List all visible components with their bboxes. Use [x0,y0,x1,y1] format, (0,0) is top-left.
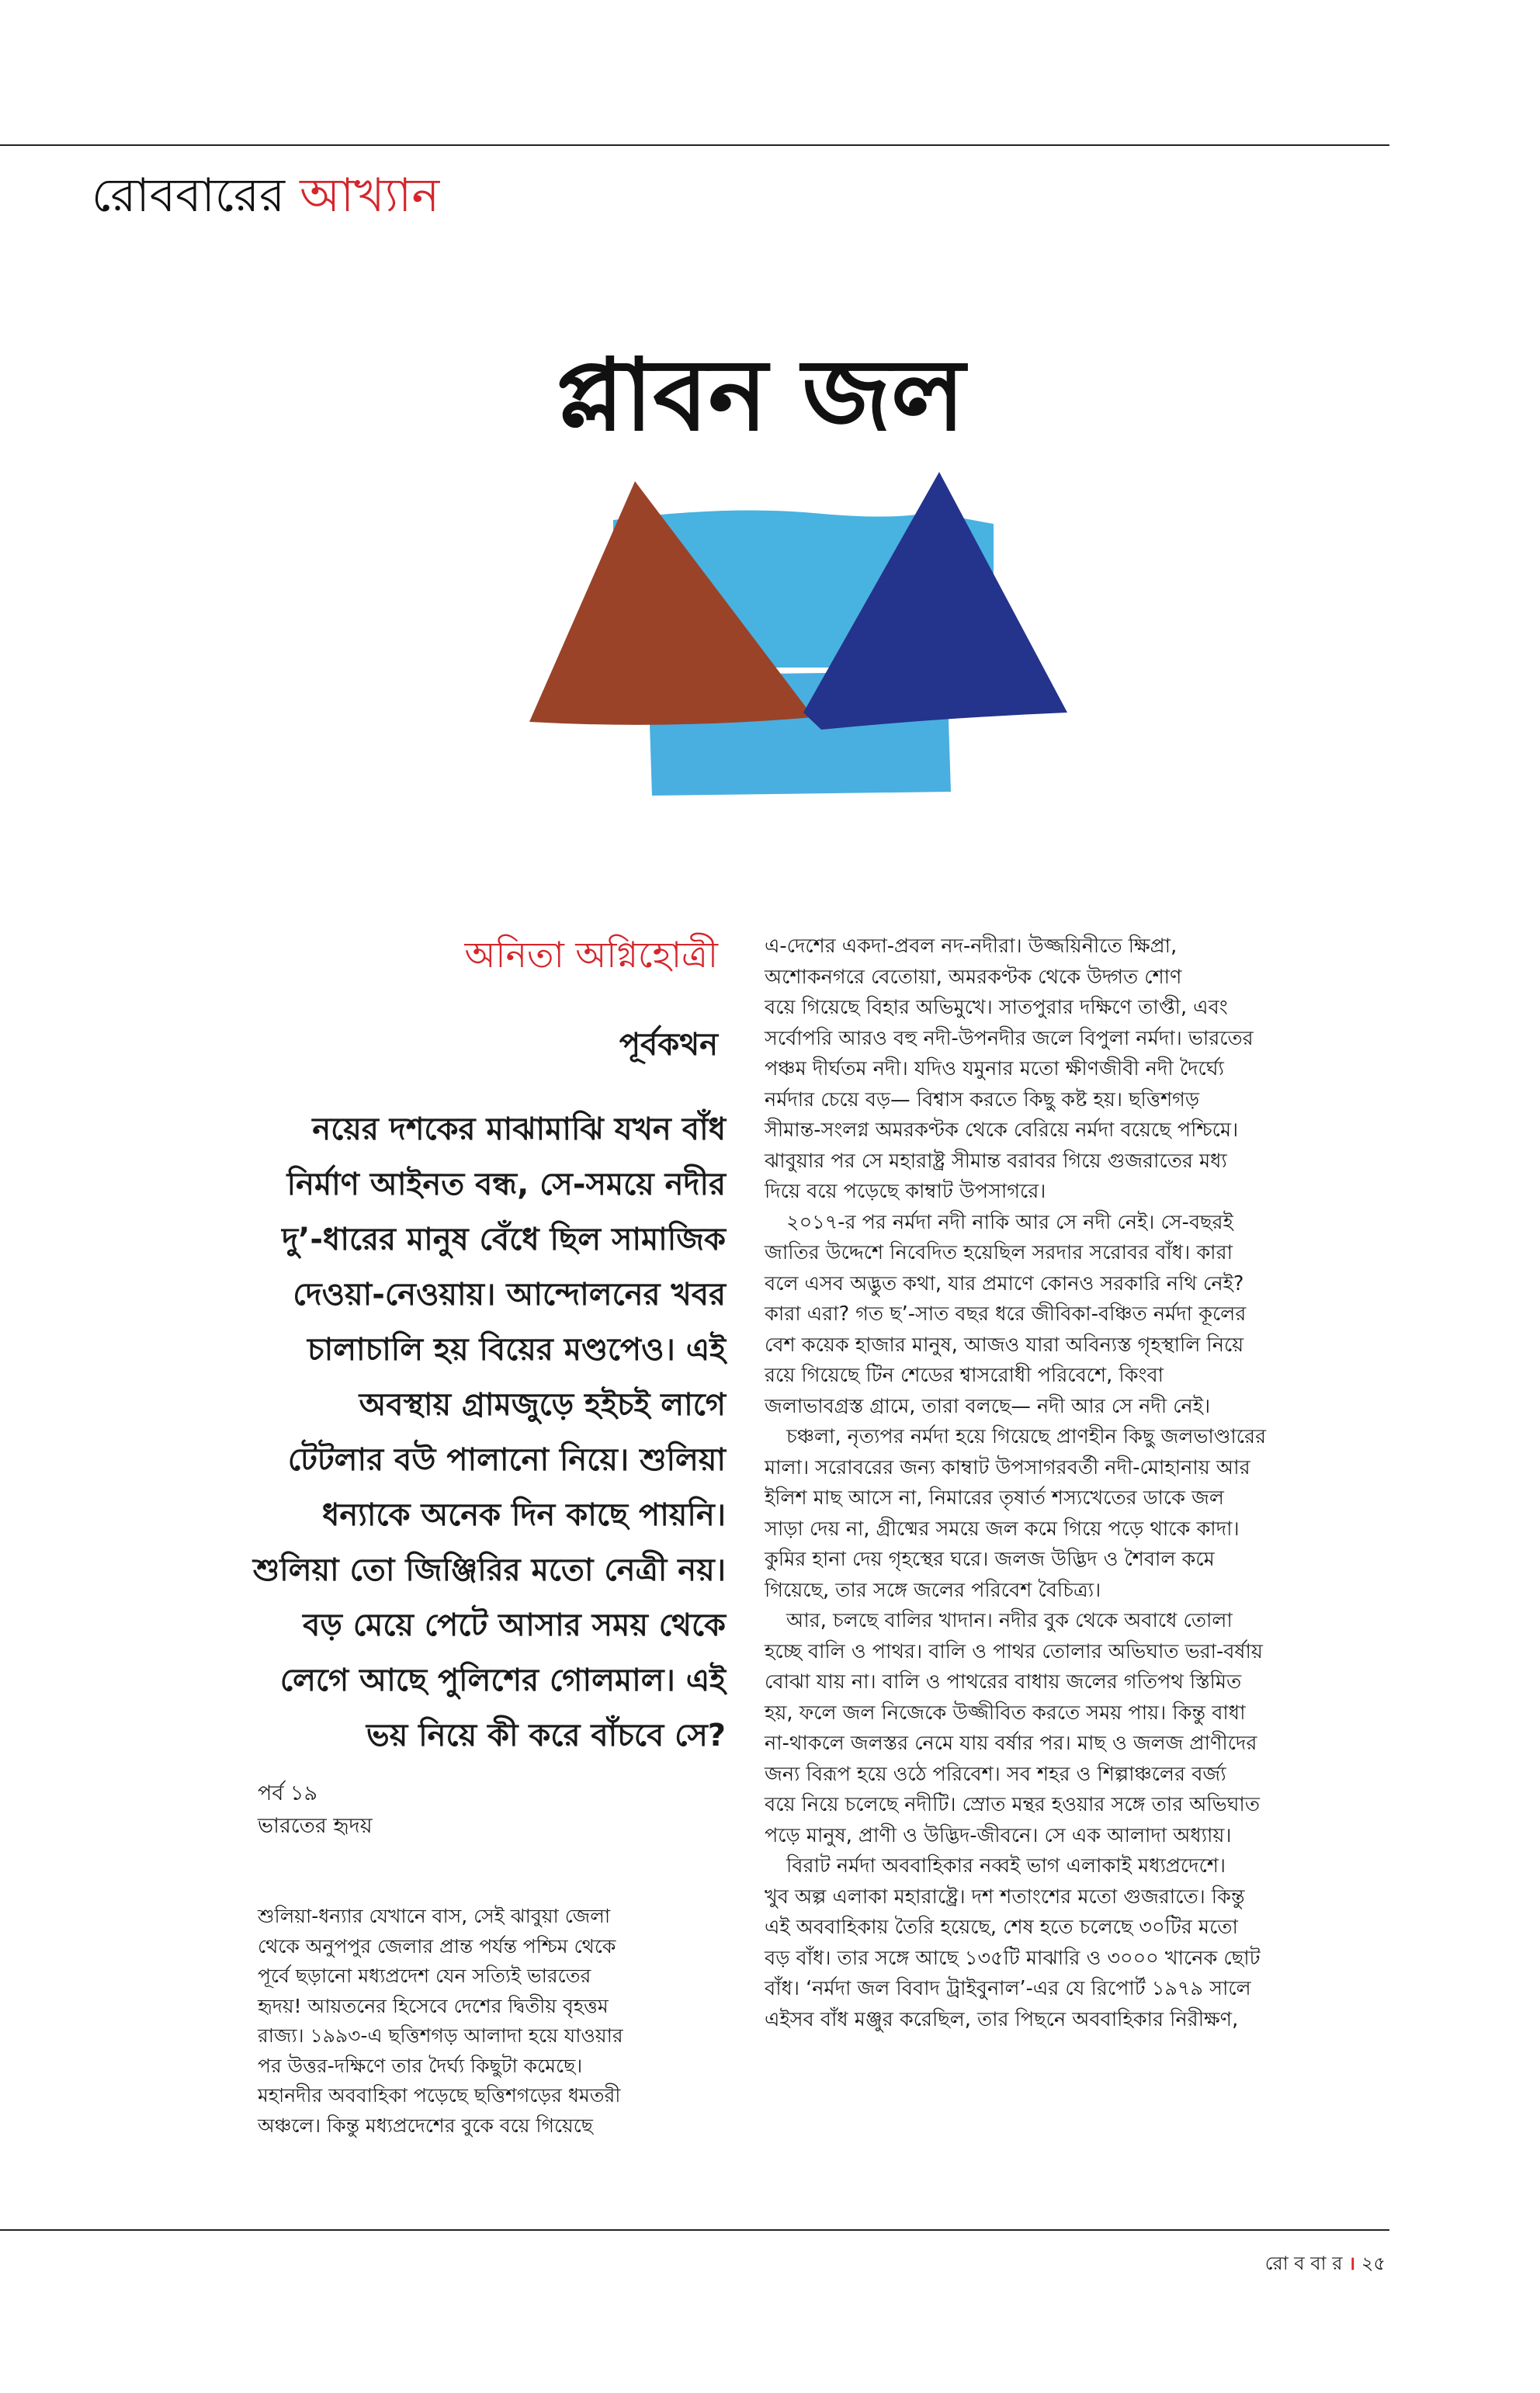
top-rule [0,144,1389,146]
body-line: মহানদীর অববাহিকা পড়েছে ছত্তিশগড়ের ধমতরী [258,2084,621,2107]
blurb-line: নির্মাণ আইনত বন্ধ, সে-সময়ে নদীর [286,1167,726,1202]
body-line: রয়ে গিয়েছে টিন শেডের শ্বাসরোধী পরিবেশে, কিংবা [765,1364,1164,1387]
body-line: এইসব বাঁধ মঞ্জুর করেছিল, তার পিছনে অববাহিকার নিরীক্ষণ, [765,2007,1239,2031]
section-title-red: আখ্যান [300,168,440,223]
body-line: হৃদয়! আয়তনের হিসেবে দেশের দ্বিতীয় বৃহত্তম [258,1994,609,2017]
footer-magazine-name: রো ব বা র [1264,2253,1343,2274]
left-body-text [258,1902,692,2141]
body-line: পর উত্তর-দক্ষিণে তার দৈর্ঘ্য কিছুটা কমেছে। [258,2054,583,2077]
blurb-line: নয়ের দশকের মাঝামাঝি যখন বাঁধ [312,1112,726,1147]
body-line: পড়ে মানুষ, প্রাণী ও উদ্ভিদ-জীবনে। সে এক আলাদা অধ্যায়। [765,1823,1232,1847]
blurb-line: ধন্যাকে অনেক দিন কাছে পায়নি। [322,1497,726,1533]
story-title: প্লাবন জল [556,338,966,453]
body-line: মালা। সরোবরের জন্য কাম্বাট উপসাগরবর্তী নদী-মোহানায় আর [765,1455,1250,1479]
body-line: নর্মদার চেয়ে বড়— বিশ্বাস করতে কিছু কষ্ট হয়। ছত্তিশগড় [765,1087,1200,1112]
body-line: দিয়ে বয়ে পড়েছে কাম্বাট উপসাগরে। [765,1180,1046,1203]
body-line: অশোকনগরে বেতোয়া, অমরকণ্টক থেকে উদ্গত শোণ [765,965,1182,989]
body-line: রাজ্য। ১৯৯৩-এ ছত্তিশগড় আলাদা হয়ে যাওয়ার [258,2024,623,2047]
body-line: সীমান্ত-সংলগ্ন অমরকণ্টক থেকে বেরিয়ে নর্মদা বয়েছে পশ্চিমে। [765,1118,1239,1142]
body-line: বোঝা যায় না। বালি ও পাথরের বাধায় জলের গতিপথ স্তিমিত [765,1670,1242,1694]
body-line: জন্য বিরূপ হয়ে ওঠে পরিবেশ। সব শহর ও শিল্পাঞ্চলের বর্জ্য [765,1762,1226,1786]
section-title [92,165,439,227]
body-line: ২০১৭-র পর নর্মদা নদী নাকি আর সে নদী নেই। সে-বছরই [786,1210,1233,1234]
section-title-black: রোববারের [92,168,286,223]
body-line: থেকে অনুপপুর জেলার প্রান্ত পর্যন্ত পশ্চিম থেকে [258,1934,616,1958]
prologue-blurb [171,1102,726,1764]
page-footer [1250,2251,1386,2276]
body-line: বিরাট নর্মদা অববাহিকার নব্বই ভাগ এলাকাই মধ্যপ্রদেশে। [786,1854,1226,1878]
episode-subtitle: ভারতের হৃদয় [258,1814,373,1838]
body-line: হয়, ফলে জল নিজেকে উজ্জীবিত করতে সময় পায়। কিন্তু বাধা [765,1701,1246,1725]
body-line: বাঁধ। ‘নর্মদা জল বিবাদ ট্রাইবুনাল’-এর যে রিপোর্ট ১৯৭৯ সালে [765,1977,1251,2000]
body-line: কুমির হানা দেয় গৃহস্থের ঘরে। জলজ উদ্ভিদ ও শৈবাল কমে [765,1548,1215,1571]
blurb-line: চালাচালি হয় বিয়ের মণ্ডপেও। এই [307,1332,726,1368]
mountains-water-illustration [497,466,1110,807]
body-line: পূর্বে ছড়ানো মধ্যপ্রদেশ যেন সত্যিই ভারতের [258,1965,591,1987]
body-line: অঞ্চলে। কিন্তু মধ্যপ্রদেশের বুকে বয়ে গিয়েছে [258,2114,593,2137]
author-name: অনিতা অগ্নিহোত্রী [464,934,718,976]
body-line: না-থাকলে জলস্তর নেমে যায় বর্ষার পর। মাছ ও জলজ প্রাণীদের [765,1732,1257,1755]
body-line: শুলিয়া-ধন্যার যেখানে বাস, সেই ঝাবুয়া জেলা [258,1905,611,1927]
body-line: পঞ্চম দীর্ঘতম নদী। যদিও যমুনার মতো ক্ষীণজীবী নদী দৈর্ঘ্যে [765,1057,1224,1080]
prologue-heading: পূর্বকথন [619,1027,718,1063]
body-line: বয়ে গিয়েছে বিহার অভিমুখে। সাতপুরার দক্ষিণে তাপ্তী, এবং [765,996,1228,1019]
body-line: চঞ্চলা, নৃত্যপর নর্মদা হয়ে গিয়েছে প্রাণহীন কিছু জলভাণ্ডারের [786,1425,1267,1448]
episode-info [258,1777,373,1843]
body-line: সাড়া দেয় না, গ্রীষ্মের সময়ে জল কমে গিয়ে পড়ে থাকে কাদা। [765,1517,1240,1541]
footer-separator: । [1348,2253,1356,2274]
page-number: ২৫ [1361,2253,1386,2274]
body-line: জাতির উদ্দেশে নিবেদিত হয়েছিল সরদার সরোবর বাঁধ। কারা [765,1241,1233,1264]
episode-number: পর্ব ১৯ [258,1781,317,1805]
blurb-line: টেটলার বউ পালানো নিয়ে। শুলিয়া [287,1442,726,1478]
body-line: গিয়েছে, তার সঙ্গে জলের পরিবেশ বৈচিত্র্য। [765,1578,1101,1602]
body-line: হচ্ছে বালি ও পাথর। বালি ও পাথর তোলার অভিঘাত ভরা-বর্ষায় [765,1639,1263,1663]
body-line: ইলিশ মাছ আসে না, নিমারের তৃষার্ত শস্যখেতের ডাকে জল [765,1486,1224,1510]
body-line: বলে এসব অদ্ভুত কথা, যার প্রমাণে কোনও সরকারি নথি নেই? [765,1271,1244,1295]
body-line: এই অববাহিকায় তৈরি হয়েছে, শেষ হতে চলেছে ৩০টির মতো [765,1916,1238,1939]
blurb-line: ভয় নিয়ে কী করে বাঁচবে সে? [366,1718,726,1753]
right-body-text [765,931,1386,2035]
body-line: আর, চলছে বালির খাদান। নদীর বুক থেকে অবাধে তোলা [786,1609,1233,1632]
body-line: ঝাবুয়ার পর সে মহারাষ্ট্র সীমান্ত বরাবর গিয়ে গুজরাতের মধ্য [765,1149,1227,1173]
body-line: বেশ কয়েক হাজার মানুষ, আজও যারা অবিন্যস্ত গৃহস্থালি নিয়ে [765,1333,1244,1357]
blurb-line: শুলিয়া তো জিঞ্জিরির মতো নেত্রী নয়। [252,1552,726,1588]
blurb-line: দেওয়া-নেওয়ায়। আন্দোলনের খবর [293,1277,726,1313]
body-line: খুব অল্প এলাকা মহারাষ্ট্রে। দশ শতাংশের মতো গুজরাতে। কিন্তু [765,1885,1245,1909]
body-line: এ-দেশের একদা-প্রবল নদ-নদীরা। উজ্জয়িনীতে ক্ষিপ্রা, [765,935,1178,958]
body-line: জলাভাবগ্রস্ত গ্রামে, তারা বলছে— নদী আর সে নদী নেই। [765,1394,1211,1418]
bottom-rule [0,2229,1389,2231]
body-line: কারা এরা? গত ছ’-সাত বছর ধরে জীবিকা-বঞ্চিত নর্মদা কূলের [765,1302,1247,1326]
blurb-line: অবস্থায় গ্রামজুড়ে হইচই লাগে [359,1387,726,1423]
blurb-line: বড় মেয়ে পেটে আসার সময় থেকে [303,1607,726,1643]
body-line: সর্বোপরি আরও বহু নদী-উপনদীর জলে বিপুলা নর্মদা। ভারতের [765,1026,1254,1050]
body-line: বয়ে নিয়ে চলেছে নদীটি। স্রোত মন্থর হওয়ার সঙ্গে তার অভিঘাত [765,1793,1260,1816]
blurb-line: লেগে আছে পুলিশের গোলমাল। এই [279,1663,726,1698]
blurb-line: দু’-ধারের মানুষ বেঁধে ছিল সামাজিক [282,1222,726,1257]
body-line: বড় বাঁধ। তার সঙ্গে আছে ১৩৫টি মাঝারি ও ৩০০০ খানেক ছোট [765,1946,1261,1970]
